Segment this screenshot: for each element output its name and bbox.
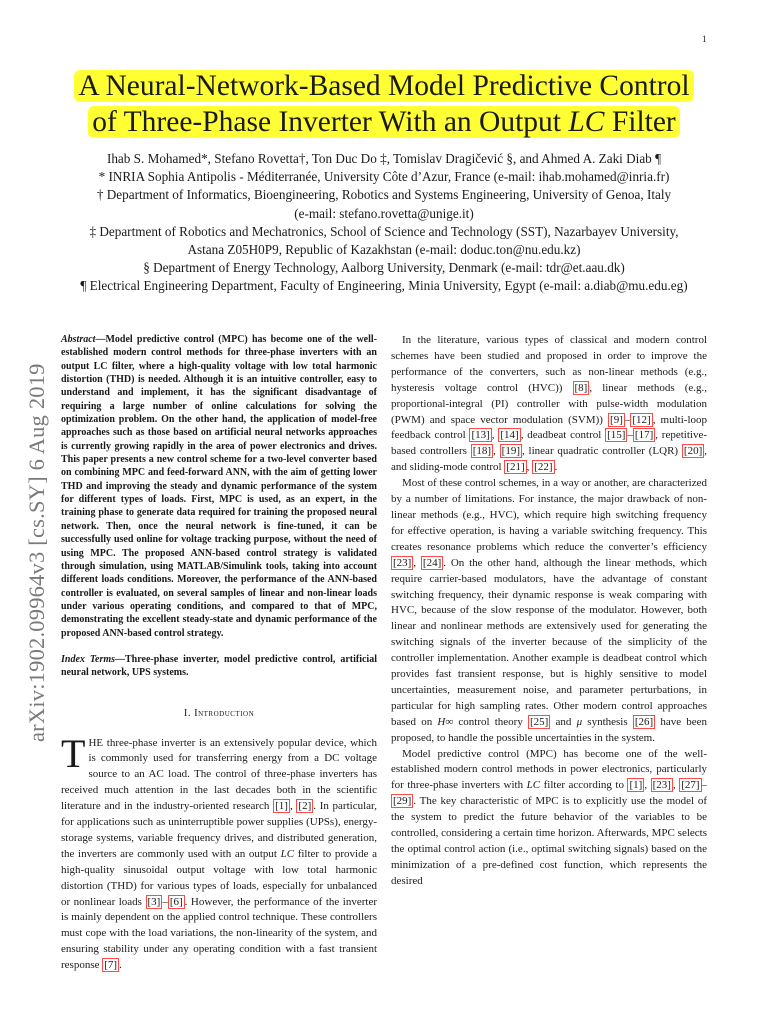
abstract bbox=[61, 333, 377, 640]
intro-math: μ bbox=[576, 715, 583, 728]
author-block bbox=[40, 150, 728, 296]
intro-text: – bbox=[701, 779, 708, 792]
section-heading bbox=[61, 706, 377, 722]
right-column bbox=[391, 333, 707, 890]
affiliation-genoa-email: (e-mail: stefano.rovetta@unige.it) bbox=[294, 205, 474, 221]
affiliation-inria: * INRIA Sophia Antipolis - Méditerranée, University Côte d’Azur, France (e-mail: ihab.mohamed@inria.fr) bbox=[98, 169, 670, 185]
intro-text: , multi-loop feedback control bbox=[391, 413, 707, 442]
intro-text: – bbox=[624, 413, 631, 426]
citation-link[interactable]: [12] bbox=[632, 413, 651, 426]
section-title: Introduction bbox=[194, 707, 255, 719]
intro-text: Most of these control schemes, in a way or another, are characterized by a number of limitations. For instance, the major drawback of non-linear methods (e.g., HVC), which require high switching frequency for effective operation, is having a variable switching frequency. This creates resonance problems which reduce the converter’s efficiency bbox=[391, 477, 707, 553]
affiliation-nazarbayev-address: Astana Z05H0P9, Republic of Kazakhstan (e-mail: doduc.ton@nu.edu.kz) bbox=[187, 242, 581, 258]
page-number: 1 bbox=[702, 34, 707, 44]
intro-text: , and sliding-mode control bbox=[391, 445, 707, 474]
title-line-2 bbox=[88, 106, 680, 138]
intro-text: . The key characteristic of MPC is to explicitly use the model of the system to predict the future behavior of the variables to be controlled, considering a certain time horizon. Afterwards, MPC selects the optimal control action (i.e., optimal switching signals) based on the minimization of a pre-defined cost function, which represents the desired bbox=[391, 795, 707, 887]
title-lc: LC bbox=[568, 106, 605, 138]
citation-link[interactable]: [20] bbox=[683, 445, 703, 458]
intro-paragraph-2 bbox=[391, 333, 707, 476]
intro-math: LC bbox=[280, 847, 295, 860]
intro-text: , linear methods (e.g., proportional-integral (PI) controller with pulse-width modulation (PWM) and space vector modulation (SVM)) bbox=[391, 381, 707, 426]
index-terms bbox=[61, 653, 377, 680]
citation-link[interactable]: [3] bbox=[147, 895, 161, 908]
intro-text: – bbox=[627, 429, 633, 442]
affiliation-aalborg: § Department of Energy Technology, Aalborg University, Denmark (e-mail: tdr@et.aau.dk) bbox=[143, 260, 625, 276]
citation-link[interactable]: [23] bbox=[393, 556, 412, 569]
citation-link[interactable]: [2] bbox=[298, 800, 312, 813]
citation-link[interactable]: [29] bbox=[393, 795, 412, 808]
affiliation-minia: ¶ Electrical Engineering Department, Faculty of Engineering, Minia University, Egypt (e-mail: a.diab@mu.edu.eg) bbox=[80, 278, 688, 294]
intro-paragraph-4 bbox=[391, 747, 707, 890]
intro-math: LC bbox=[526, 779, 541, 792]
author-names: Ihab S. Mohamed*, Stefano Rovetta†, Ton Duc Do ‡, Tomislav Dragičević §, and Ahmed A. Zaki Diab ¶ bbox=[106, 151, 662, 166]
index-terms-label: Index Terms bbox=[61, 653, 116, 665]
citation-link[interactable]: [23] bbox=[652, 779, 671, 792]
abstract-label: Abstract bbox=[61, 334, 96, 345]
intro-text: . On the other hand, although the linear methods, which require carrier-based modulators, have the advantage of constant switching frequency, their dynamic response is weak comparing with HVC, because of the slow response of the modulator. However, both linear and nonlinear methods are extensively used for generating the switching signals of the inverter because of the simplicity of the controller implementation. Another example is deadbeat control which provides fast transient response, but is highly sensitive to model uncertainties, measurement noise, and parameter perturbations, in particular for high sampling rates. Other modern control approaches based on bbox=[391, 556, 708, 728]
citation-link[interactable]: [21] bbox=[506, 461, 525, 474]
intro-text: . bbox=[119, 959, 122, 972]
intro-text: In the literature, various types of classical and modern control schemes have been studied and proposed in order to improve the performance of the converters, such as non-linear methods (e.g., hysteresis voltage control (HVC)) bbox=[391, 334, 707, 394]
affiliation-genoa: † Department of Informatics, Bioengineering, Robotics and Systems Engineering, University of Genoa, Italy bbox=[96, 187, 672, 203]
citation-link[interactable]: [6] bbox=[169, 895, 183, 908]
left-column bbox=[61, 333, 377, 974]
title-line-1: A Neural-Network-Based Model Predictive Control bbox=[74, 70, 693, 102]
intro-text: and bbox=[550, 715, 577, 728]
title-line-2-a: of Three-Phase Inverter With an Output bbox=[92, 106, 569, 138]
intro-text: have been proposed, to handle the possible uncertainties in the system. bbox=[391, 715, 708, 744]
citation-link[interactable]: [9] bbox=[610, 413, 623, 426]
abstract-text: —Model predictive control (MPC) has become one of the well-established modern control methods for three-phase inverters with an output LC filter, where a high-quality voltage with low total harmonic distortion (THD) is needed. Although it is an intuitive controller, easy to understand and implement, it has the significant disadvantage of requiring a large number of online calculations for solving the optimization problem. On the other hand, the application of model-free approaches such as those based on artificial neural networks approaches is currently growing rapidly in the area of power electronics and drives. This paper presents a new control scheme for a two-level converter based on combining MPC and feed-forward ANN, with the aim of getting lower THD and improving the steady and dynamic performance of the system for different types of loads. First, MPC is used, as an expert, in the training phase to generate data required for training the proposed neural network. Then, once the neural network is fine-tuned, it can be successfully used online for voltage tracking purpose, without the need of using MPC. The proposed ANN-based control strategy is validated through simulation, using MATLAB/Simulink tools, taking into account different loads conditions. Moreover, the performance of the ANN-based controller is evaluated, on several samples of linear and non-linear loads under various operating conditions, and compared to that of MPC, demonstrating the excellent steady-state and dynamic performance of the proposed ANN-based control strategy. bbox=[61, 334, 377, 639]
intro-text: control theory bbox=[453, 715, 528, 728]
intro-text: HE three-phase inverter is an extensively popular device, which is commonly used for transferring energy from a DC voltage source to an AC load. The control of three-phase inverters has received much attention in the last decades both in the scientific literature and in the industry-oriented research bbox=[61, 736, 377, 813]
intro-text: , bbox=[413, 556, 421, 569]
intro-text: , bbox=[491, 429, 499, 442]
drop-cap: T bbox=[61, 730, 86, 776]
intro-text: , bbox=[493, 445, 500, 458]
citation-link[interactable]: [13] bbox=[471, 429, 490, 442]
affiliation-nazarbayev: ‡ Department of Robotics and Mechatronics, School of Science and Technology (SST), Nazarbayev University, bbox=[89, 223, 679, 239]
citation-link[interactable]: [17] bbox=[634, 429, 654, 442]
citation-link[interactable]: [25] bbox=[530, 715, 549, 728]
intro-text: , repetitive-based controllers bbox=[391, 429, 708, 458]
title-line-2-b: Filter bbox=[604, 106, 676, 138]
arxiv-identifier bbox=[6, 282, 49, 742]
citation-link[interactable]: [22] bbox=[534, 461, 553, 474]
intro-text: synthesis bbox=[582, 715, 633, 728]
citation-link[interactable]: [15] bbox=[607, 429, 626, 442]
citation-link[interactable]: [24] bbox=[422, 556, 442, 569]
section-number: I. bbox=[183, 707, 195, 719]
intro-math: H∞ bbox=[437, 715, 454, 728]
intro-text: – bbox=[162, 895, 168, 908]
intro-text: , linear quadratic controller (LQR) bbox=[521, 445, 682, 458]
intro-paragraph-1 bbox=[61, 730, 377, 975]
intro-text: , bbox=[672, 779, 680, 792]
intro-text: Model predictive control (MPC) has become one of the well-established modern control methods in power electronics, particularly for three-phase inverters with bbox=[391, 747, 707, 792]
intro-text: , bbox=[289, 800, 297, 813]
citation-link[interactable]: [27] bbox=[681, 779, 700, 792]
intro-text: , bbox=[644, 779, 651, 792]
intro-text: filter to provide a high-quality sinusoidal output voltage with low total harmonic distortion (THD) for various types of loads, especially for unbalanced or nonlinear loads bbox=[61, 847, 377, 908]
intro-paragraph-3 bbox=[391, 476, 707, 746]
intro-text: , deadbeat control bbox=[520, 429, 606, 442]
citation-link[interactable]: [26] bbox=[634, 715, 654, 728]
citation-link[interactable]: [18] bbox=[472, 445, 492, 458]
index-terms-text: —Three-phase inverter, model predictive control, artificial neural network, UPS systems. bbox=[61, 653, 377, 679]
arxiv-identifier-text: arXiv:1902.09964v3 [cs.SY] 6 Aug 2019 bbox=[24, 363, 49, 742]
citation-link[interactable]: [1] bbox=[629, 779, 643, 792]
citation-link[interactable]: [8] bbox=[574, 381, 588, 394]
intro-text: . In particular, for applications such as uninterruptible power supplies (UPSs), energy-storage systems, variable frequency drives, and distributed generation, the inverters are commonly used with an output bbox=[61, 800, 377, 860]
citation-link[interactable]: [19] bbox=[501, 445, 520, 458]
citation-link[interactable]: [7] bbox=[104, 959, 118, 972]
intro-text: . bbox=[554, 461, 558, 474]
intro-text: . However, the performance of the inverter is mainly dependent on the applied control technique. These controllers must cope with the load variations, the non-linearity of the system, and ensuring stability under any operating condition with a fast transient response bbox=[61, 895, 377, 972]
citation-link[interactable]: [1] bbox=[275, 800, 288, 813]
intro-text: filter according to bbox=[540, 779, 628, 792]
intro-text: , bbox=[526, 461, 533, 474]
paper-title bbox=[40, 68, 728, 140]
citation-link[interactable]: [14] bbox=[500, 429, 519, 442]
